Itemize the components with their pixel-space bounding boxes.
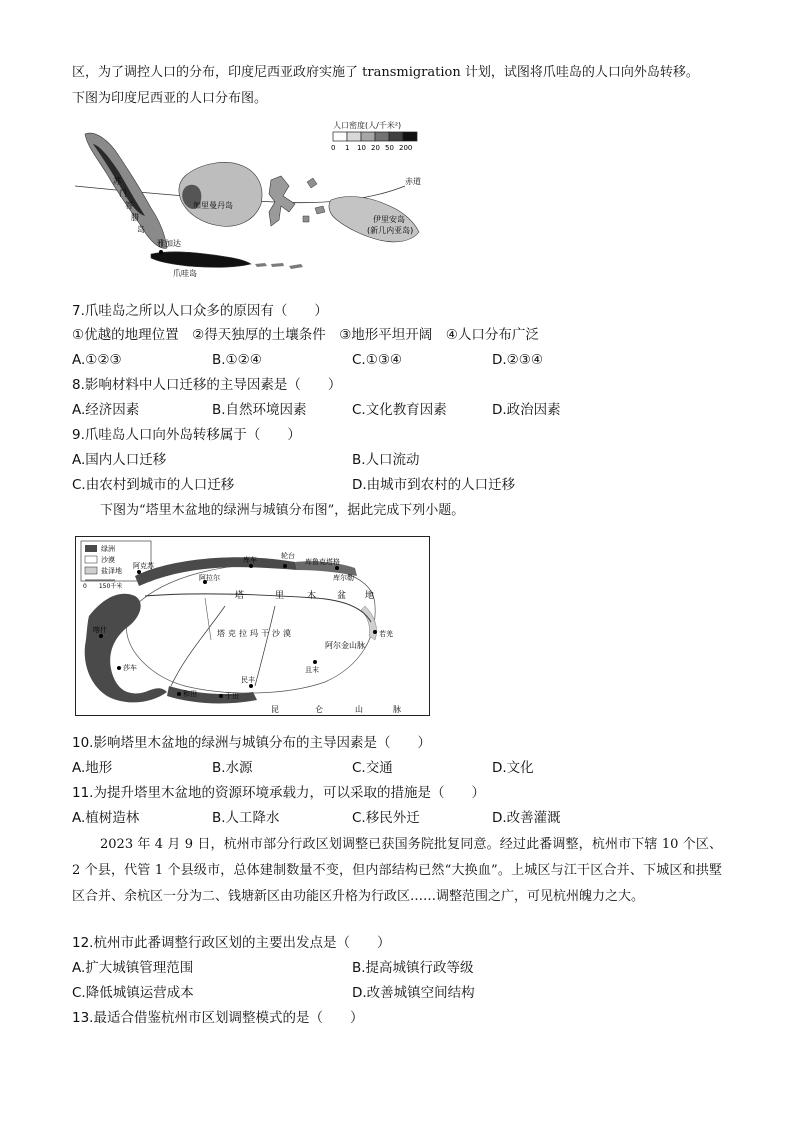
q13-stem: 13.最适合借鉴杭州市区划调整模式的是（ ） <box>72 1010 364 1026</box>
q7-option-b[interactable]: B.①②④ <box>212 352 262 368</box>
desert-label: 塔克拉玛干沙漠 <box>217 629 294 638</box>
q9-option-d[interactable]: D.由城市到农村的人口迁移 <box>352 477 516 493</box>
scale-label: 0 150千米 <box>83 583 123 590</box>
tarim-basin-map <box>75 536 430 716</box>
q7-items: ①优越的地理位置 ②得天独厚的土壤条件 ③地形平坦开阔 ④人口分布广泛 <box>72 327 539 343</box>
kunlun-label-3: 山 <box>355 705 363 714</box>
q10-option-b[interactable]: B.水源 <box>212 760 253 776</box>
town-dot-yutian <box>219 694 223 698</box>
legend-swatch-3 <box>375 132 389 141</box>
q8-option-b[interactable]: B.自然环境因素 <box>212 402 307 418</box>
hangzhou-paragraph: 2023 年 4 月 9 日，杭州市部分行政区划调整已获国务院批复同意。经过此番调整，杭州市下辖 10 个区、2 个县，代管 1 个县级市，总体建制数量不变，但内部结构已然“大换血”。上城区与江干区合并、下城区和拱墅区合并、余杭区一分为二、钱塘新区由功能区升格为行政区……调整范围之广，可见杭州魄力之大。 <box>72 837 722 904</box>
legend-swatch-5 <box>403 132 417 141</box>
kuruktag-label: 库鲁克塔格 <box>305 558 340 566</box>
irian-label-1: 伊里安岛 <box>373 215 405 224</box>
legend-desert-swatch <box>85 556 97 563</box>
q7-option-d[interactable]: D.②③④ <box>492 352 543 368</box>
town-dot-luntai <box>283 564 287 568</box>
town-luntai: 轮台 <box>281 552 295 560</box>
q8-stem: 8.影响材料中人口迁移的主导因素是（ ） <box>72 377 342 393</box>
legend-saline-swatch <box>85 567 97 574</box>
q9-option-a[interactable]: A.国内人口迁移 <box>72 452 167 468</box>
town-dot-ruoqiang <box>373 630 377 634</box>
basin-label-4: 盆 <box>337 591 347 601</box>
legend-oasis-label: 绿洲 <box>101 545 115 553</box>
town-dot-korla <box>335 566 339 570</box>
legend-tick-1: 1 <box>345 144 350 152</box>
town-hotan: 和田 <box>183 690 197 698</box>
town-kashgar: 喀什 <box>93 626 107 634</box>
town-dot-kashgar <box>99 634 103 638</box>
q8-option-c[interactable]: C.文化教育因素 <box>352 402 447 418</box>
indonesia-population-map <box>75 116 423 280</box>
sumatra-label-4: 腊 <box>131 213 139 222</box>
legend-tick-5: 200 <box>399 144 413 152</box>
q9-option-b[interactable]: B.人口流动 <box>352 452 420 468</box>
town-qiemo: 且末 <box>305 666 319 674</box>
town-kuqa: 库车 <box>243 556 257 564</box>
town-dot-qiemo <box>313 660 317 664</box>
sumatra-label-5: 岛 <box>137 225 145 234</box>
q7-option-c[interactable]: C.①③④ <box>352 352 403 368</box>
town-dot-minfeng <box>249 684 253 688</box>
basin-label-5: 地 <box>365 591 375 601</box>
town-shache: 莎车 <box>123 664 137 672</box>
jakarta-dot <box>159 250 163 254</box>
java-label: 爪哇岛 <box>173 269 197 278</box>
sumatra-label-1: 苏 <box>113 177 121 186</box>
kalimantan-label: 加里曼丹岛 <box>193 201 233 210</box>
town-korla: 库尔勒 <box>333 574 354 582</box>
q10-option-d[interactable]: D.文化 <box>492 760 534 776</box>
legend-swatch-1 <box>347 132 361 141</box>
legend-desert-label: 沙漠 <box>101 556 115 564</box>
basin-label-2: 里 <box>275 591 285 601</box>
town-dot-hotan <box>177 692 181 696</box>
town-dot-aksu <box>137 570 141 574</box>
q8-option-a[interactable]: A.经济因素 <box>72 402 140 418</box>
q12-option-c[interactable]: C.降低城镇运营成本 <box>72 985 194 1001</box>
legend-swatch-0 <box>333 132 347 141</box>
legend-oasis-swatch <box>85 545 97 552</box>
equator-label: 赤道 <box>405 177 421 186</box>
legend-tick-2: 10 <box>357 144 366 152</box>
map-legend-title: 人口密度(人/千米²) <box>333 121 402 130</box>
kunlun-label-1: 昆 <box>271 705 279 714</box>
q12-option-a[interactable]: A.扩大城镇管理范围 <box>72 960 194 976</box>
town-ruoqiang: 若羌 <box>379 630 393 638</box>
q9-stem: 9.爪哇岛人口向外岛转移属于（ ） <box>72 427 301 443</box>
jakarta-label: 雅加达 <box>157 239 181 248</box>
q7-option-a[interactable]: A.①②③ <box>72 352 122 368</box>
q9-option-c[interactable]: C.由农村到城市的人口迁移 <box>72 477 235 493</box>
town-dot-shache <box>117 666 121 670</box>
q10-option-a[interactable]: A.地形 <box>72 760 113 776</box>
town-yutian: 于田 <box>225 692 239 700</box>
legend-swatch-2 <box>361 132 375 141</box>
q12-option-b[interactable]: B.提高城镇行政等级 <box>352 960 474 976</box>
q12-option-d[interactable]: D.改善城镇空间结构 <box>352 985 475 1001</box>
basin-label-3: 木 <box>307 591 317 601</box>
intro-line-1: 区，为了调控人口的分布，印度尼西亚政府实施了 transmigration 计划，试图将爪哇岛的人口向外岛转移。 <box>72 65 699 80</box>
legend-swatch-4 <box>389 132 403 141</box>
q11-option-b[interactable]: B.人工降水 <box>212 810 280 826</box>
kunlun-label-4: 脉 <box>393 705 401 714</box>
legend-tick-0: 0 <box>331 144 336 152</box>
q8-option-d[interactable]: D.政治因素 <box>492 402 561 418</box>
town-aksu: 阿克苏 <box>133 562 154 570</box>
intro-line-2: 下图为印度尼西亚的人口分布图。 <box>72 91 268 106</box>
irian-label-2: (新几内亚岛) <box>367 226 414 235</box>
kunlun-label-2: 仑 <box>315 705 323 714</box>
q11-option-d[interactable]: D.改善灌溉 <box>492 810 561 826</box>
town-minfeng: 民丰 <box>241 676 255 684</box>
tarim-intro: 下图为“塔里木盆地的绿洲与城镇分布图”，据此完成下列小题。 <box>100 503 465 518</box>
q11-option-c[interactable]: C.移民外迁 <box>352 810 420 826</box>
q10-stem: 10.影响塔里木盆地的绿洲与城镇分布的主导因素是（ ） <box>72 735 431 751</box>
basin-label-1: 塔 <box>235 591 245 601</box>
sumatra-label-2: 门 <box>119 189 127 198</box>
town-dot-kuqa <box>249 564 253 568</box>
altun-label: 阿尔金山脉 <box>325 641 365 650</box>
q7-stem: 7.爪哇岛之所以人口众多的原因有（ ） <box>72 303 328 319</box>
q11-option-a[interactable]: A.植树造林 <box>72 810 140 826</box>
q12-stem: 12.杭州市此番调整行政区划的主要出发点是（ ） <box>72 935 391 951</box>
sumatra-label-3: 答 <box>125 201 133 210</box>
q11-stem: 11.为提升塔里木盆地的资源环境承载力，可以采取的措施是（ ） <box>72 785 485 801</box>
town-alar: 阿拉尔 <box>199 574 220 582</box>
legend-tick-3: 20 <box>371 144 380 152</box>
legend-saline-label: 盐泽地 <box>101 567 122 575</box>
q10-option-c[interactable]: C.交通 <box>352 760 393 776</box>
legend-tick-4: 50 <box>385 144 394 152</box>
